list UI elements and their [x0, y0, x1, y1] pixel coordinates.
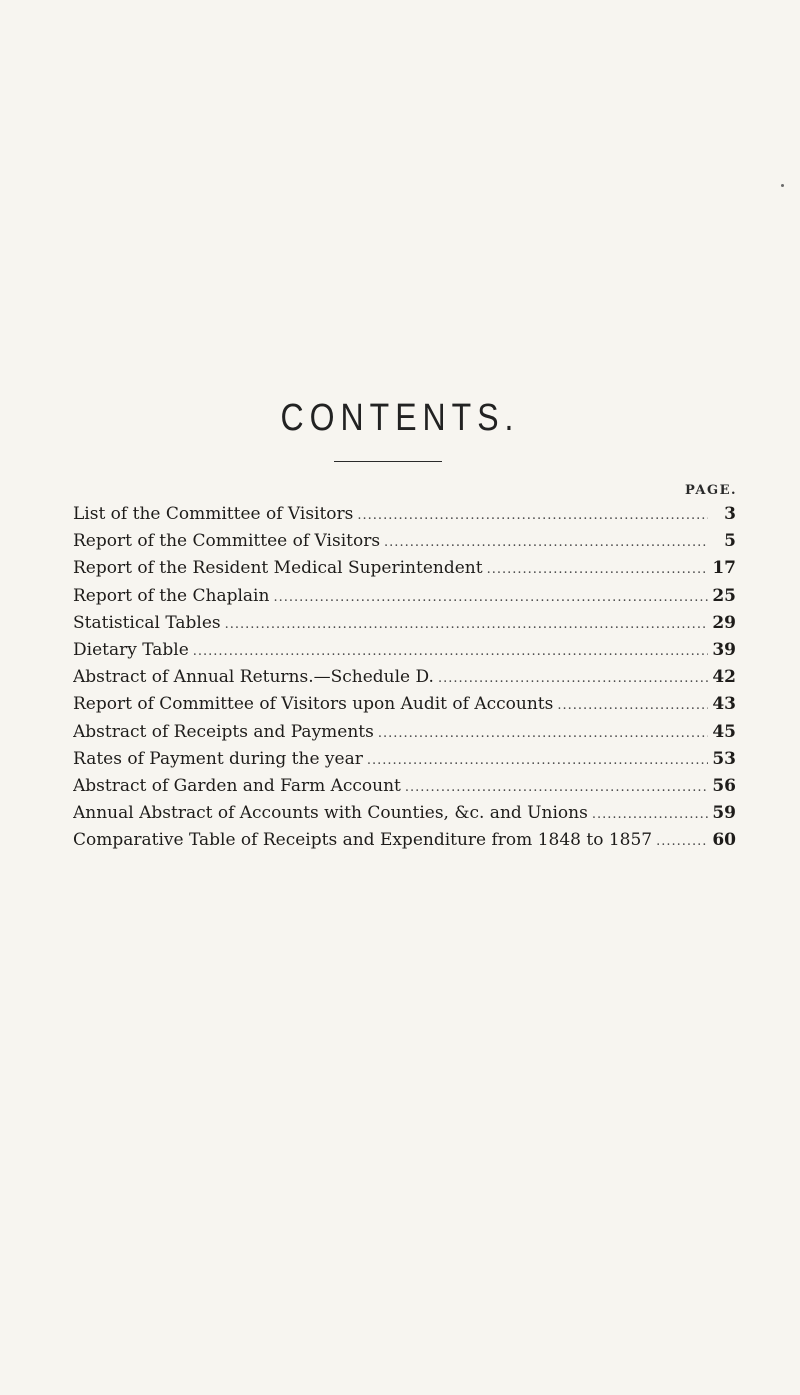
toc-entry [73, 501, 736, 528]
toc-entry-page: 29 [712, 612, 736, 633]
dot-leader [656, 828, 708, 854]
toc-entry-page: 42 [712, 667, 736, 688]
toc-entry-page: 5 [724, 531, 736, 552]
table-of-contents [73, 501, 736, 854]
dot-leader [592, 801, 708, 827]
toc-entry-title: Report of the Chaplain [73, 585, 270, 606]
toc-entry-page: 53 [712, 748, 736, 769]
paper-speck [781, 184, 784, 187]
dot-leader [487, 556, 708, 582]
dot-leader [273, 584, 708, 610]
toc-entry-title: Abstract of Annual Returns.—Schedule D. [73, 667, 434, 688]
toc-entry [73, 528, 736, 555]
toc-entry-title: Report of the Committee of Visitors [73, 531, 381, 552]
toc-entry-title: Statistical Tables [73, 612, 221, 633]
dot-leader [367, 747, 708, 773]
heading-rule [334, 461, 442, 462]
dot-leader [557, 692, 708, 718]
toc-entry-page: 59 [712, 803, 736, 824]
toc-entry-page: 56 [712, 775, 736, 796]
dot-leader [193, 638, 708, 664]
dot-leader [405, 774, 708, 800]
toc-entry-page: 25 [712, 585, 736, 606]
toc-entry [73, 800, 736, 827]
toc-entry [73, 583, 736, 610]
toc-entry [73, 610, 736, 637]
toc-entry-title: Report of the Resident Medical Superintendent [73, 558, 483, 579]
dot-leader [384, 529, 708, 555]
dot-leader [378, 720, 708, 746]
toc-entry-title: Abstract of Garden and Farm Account [73, 775, 401, 796]
toc-entry-page: 39 [712, 639, 736, 660]
toc-entry-page: 17 [712, 558, 736, 579]
page-column-label: PAGE. [685, 483, 737, 498]
toc-entry-title: Annual Abstract of Accounts with Counties, &c. and Unions [73, 803, 588, 824]
toc-entry-title: Dietary Table [73, 639, 189, 660]
toc-entry-page: 43 [712, 694, 736, 715]
toc-entry [73, 637, 736, 664]
toc-entry-page: 60 [712, 830, 736, 851]
toc-entry [73, 773, 736, 800]
toc-entry [73, 719, 736, 746]
toc-entry [73, 827, 736, 854]
toc-entry [73, 555, 736, 582]
toc-entry-page: 45 [712, 721, 736, 742]
dot-leader [225, 611, 708, 637]
toc-entry [73, 664, 736, 691]
toc-entry [73, 691, 736, 718]
toc-entry-title: List of the Committee of Visitors [73, 504, 354, 524]
toc-entry-page: 3 [724, 504, 736, 524]
dot-leader [357, 502, 708, 528]
toc-entry-title: Abstract of Receipts and Payments [73, 721, 374, 742]
dot-leader [438, 665, 708, 691]
toc-entry-title: Report of Committee of Visitors upon Audit of Accounts [73, 694, 554, 715]
toc-entry-title: Rates of Payment during the year [73, 748, 363, 769]
contents-heading: CONTENTS. [280, 395, 520, 439]
toc-entry [73, 746, 736, 773]
toc-entry-title: Comparative Table of Receipts and Expenditure from 1848 to 1857 [73, 830, 653, 851]
